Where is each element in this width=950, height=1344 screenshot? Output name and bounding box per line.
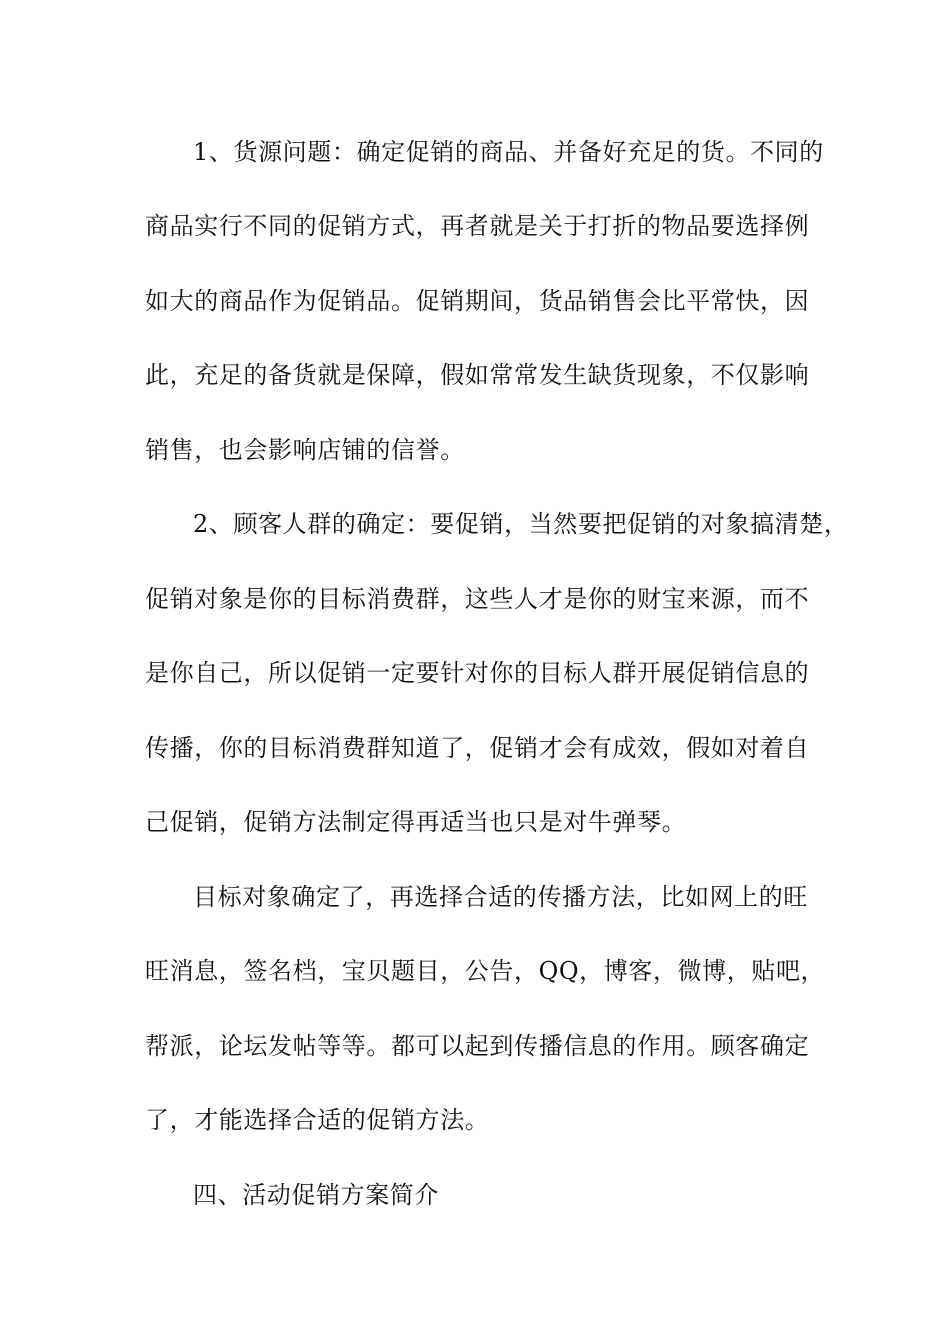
paragraph-2-line-3: 是你自己，所以促销一定要针对你的目标人群开展促销信息的 (145, 659, 810, 687)
paragraph-3-line-2: 旺消息，签名档，宝贝题目，公告，QQ，博客，微博，贴吧， (145, 957, 826, 985)
paragraph-2-line-2: 促销对象是你的目标消费群，这些人才是你的财宝来源，而不 (145, 585, 810, 613)
paragraph-1-line-3: 如大的商品作为促销品。促销期间，货品销售会比平常快，因 (145, 287, 810, 315)
paragraph-2-line-4: 传播，你的目标消费群知道了，促销才会有成效，假如对着自 (145, 734, 810, 762)
paragraph-3-line-4: 了，才能选择合适的促销方法。 (145, 1106, 490, 1134)
paragraph-1-line-2: 商品实行不同的促销方式，再者就是关于打折的物品要选择例 (145, 212, 810, 240)
paragraph-1-line-5: 销售，也会影响店铺的信誉。 (145, 436, 465, 464)
paragraph-2-line-1: 2、顾客人群的确定：要促销，当然要把促销的对象搞清楚， (193, 510, 849, 538)
paragraph-1-line-4: 此，充足的备货就是保障，假如常常发生缺货现象，不仅影响 (145, 361, 810, 389)
paragraph-2-line-5: 己促销，促销方法制定得再适当也只是对牛弹琴。 (145, 808, 687, 836)
paragraph-3-line-3: 帮派，论坛发帖等等。都可以起到传播信息的作用。顾客确定 (145, 1032, 810, 1060)
section-heading: 四、活动促销方案简介 (193, 1181, 439, 1209)
paragraph-1-line-1: 1、货源问题：确定促销的商品、并备好充足的货。不同的 (193, 138, 824, 166)
paragraph-3-line-1: 目标对象确定了，再选择合适的传播方法，比如网上的旺 (193, 883, 808, 911)
